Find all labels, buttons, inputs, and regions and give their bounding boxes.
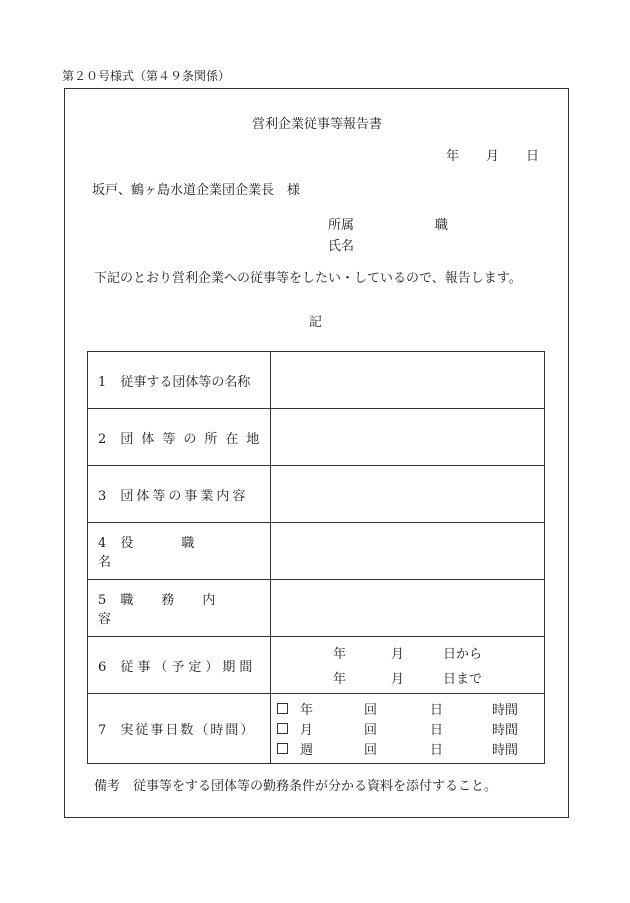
table-row	[88, 352, 545, 409]
org-name-field[interactable]	[271, 352, 545, 409]
date-day: 日	[526, 149, 540, 164]
checkbox[interactable]	[277, 723, 288, 734]
row-label: 職務内容	[98, 593, 244, 627]
actual-days-field[interactable]	[271, 694, 545, 764]
remarks: 備考 従事等をする団体等の勤務条件が分かる資料を添付すること。	[94, 779, 498, 794]
date-month: 月	[486, 149, 500, 164]
ki-label: 記	[309, 315, 323, 330]
days-row-month: 月 回 日 時間	[277, 719, 544, 739]
days-row-year: 年 回 日 時間	[277, 699, 544, 719]
row-label: 役職名	[98, 536, 243, 570]
checkbox[interactable]	[277, 703, 288, 714]
row-number: 3	[98, 488, 107, 504]
table-row	[88, 637, 545, 694]
org-address-field[interactable]	[271, 409, 545, 466]
row-number: 4	[98, 536, 107, 551]
row-number: 6	[98, 659, 107, 675]
duties-field[interactable]	[271, 580, 545, 637]
org-business-field[interactable]	[271, 466, 545, 523]
period-from: 年 月 日から	[332, 647, 482, 662]
row-label: 従事する団体等の名称	[120, 374, 251, 390]
table-row	[88, 409, 545, 466]
position-field[interactable]	[271, 523, 545, 580]
row-number: 5	[98, 593, 107, 608]
form-number: 第２０号様式（第４９条関係）	[62, 69, 231, 83]
date-year: 年	[446, 149, 460, 164]
period-field[interactable]	[271, 637, 545, 694]
report-table	[87, 351, 545, 764]
row-number: 7	[98, 723, 107, 738]
row-label: 団体等の所在地	[120, 431, 268, 447]
row-label: 従事（予定）期間	[120, 659, 257, 675]
period-to: 年 月 日まで	[332, 672, 482, 687]
table-row	[88, 694, 545, 764]
table-row	[88, 466, 545, 523]
checkbox[interactable]	[277, 743, 288, 754]
form-title: 営利企業従事等報告書	[252, 117, 383, 132]
days-row-week: 週 回 日 時間	[277, 739, 544, 759]
row-number: 2	[98, 431, 107, 447]
row-number: 1	[98, 374, 107, 390]
addressee: 坂戸、鶴ヶ島水道企業団企業長 様	[92, 183, 301, 198]
intro-text: 下記のとおり営利企業への従事等をしたい・しているので、報告します。	[94, 271, 522, 286]
row-label: 団体等の事業内容	[120, 488, 249, 504]
table-row	[88, 580, 545, 637]
table-row	[88, 523, 545, 580]
affiliation-label: 所属	[328, 218, 355, 233]
name-label: 氏名	[328, 239, 355, 254]
row-label: 実従事日数（時間）	[120, 723, 256, 738]
position-label: 職	[435, 218, 449, 233]
